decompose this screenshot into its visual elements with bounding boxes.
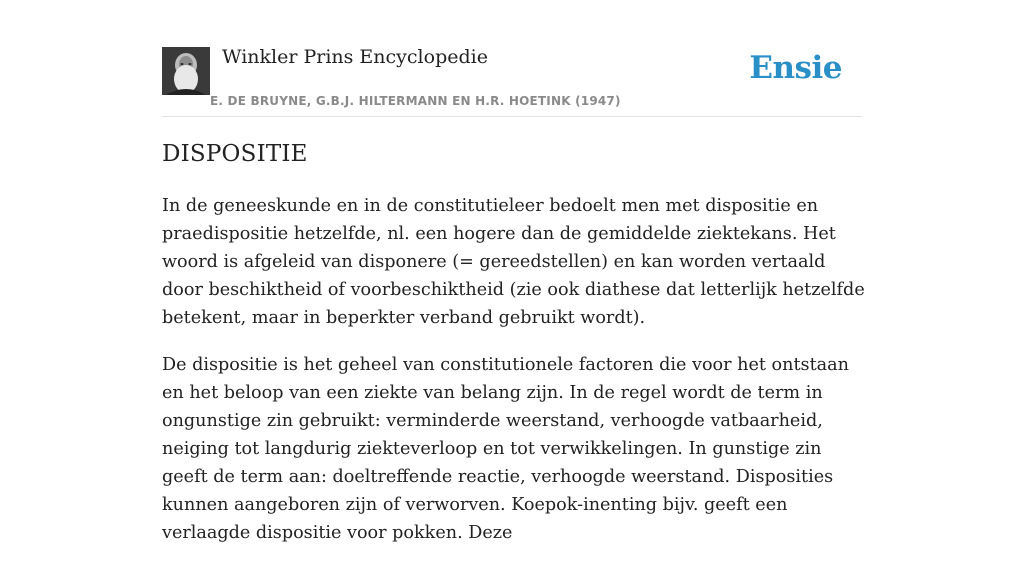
article-paragraph: In de geneeskunde en in de constitutieleer bedoelt men met dispositie en praedispositie hetzelfde, nl. een hogere dan de gemiddelde ziektekans. Het woord is afgeleid van disponere (= gereedstellen) en kan worden vertaald door beschiktheid of voorbeschiktheid (zie ook diathese dat letterlijk hetzelfde betekent, maar in beperkter verband gebruikt wordt). bbox=[162, 196, 865, 328]
article-paragraph: De dispositie is het geheel van constitutionele factoren die voor het ontstaan en het beloop van een ziekte van belang zijn. In de regel wordt de term in ongunstige zin gebruikt: verminderde weerstand, verhoogde vatbaarheid, neiging tot langdurig ziekteverloop en tot verwikkelingen. In gunstige zin geeft de term aan: doeltreffende reactie, verhoogde weerstand. Disposities kunnen aangeboren zijn of verworven. Koepok-inenting bijv. geeft een verlaagde dispositie voor pokken. Deze bbox=[162, 355, 849, 543]
brand-logo[interactable]: Ensie bbox=[749, 50, 842, 86]
source-authors: E. DE BRUYNE, G.B.J. HILTERMANN EN H.R. HOETINK (1947) bbox=[210, 94, 621, 108]
source-header bbox=[162, 40, 862, 117]
article-body bbox=[162, 192, 868, 566]
author-avatar bbox=[162, 47, 210, 95]
source-name[interactable]: Winkler Prins Encyclopedie bbox=[222, 46, 488, 68]
author-portrait-icon bbox=[162, 47, 210, 95]
article-title: DISPOSITIE bbox=[162, 141, 308, 167]
